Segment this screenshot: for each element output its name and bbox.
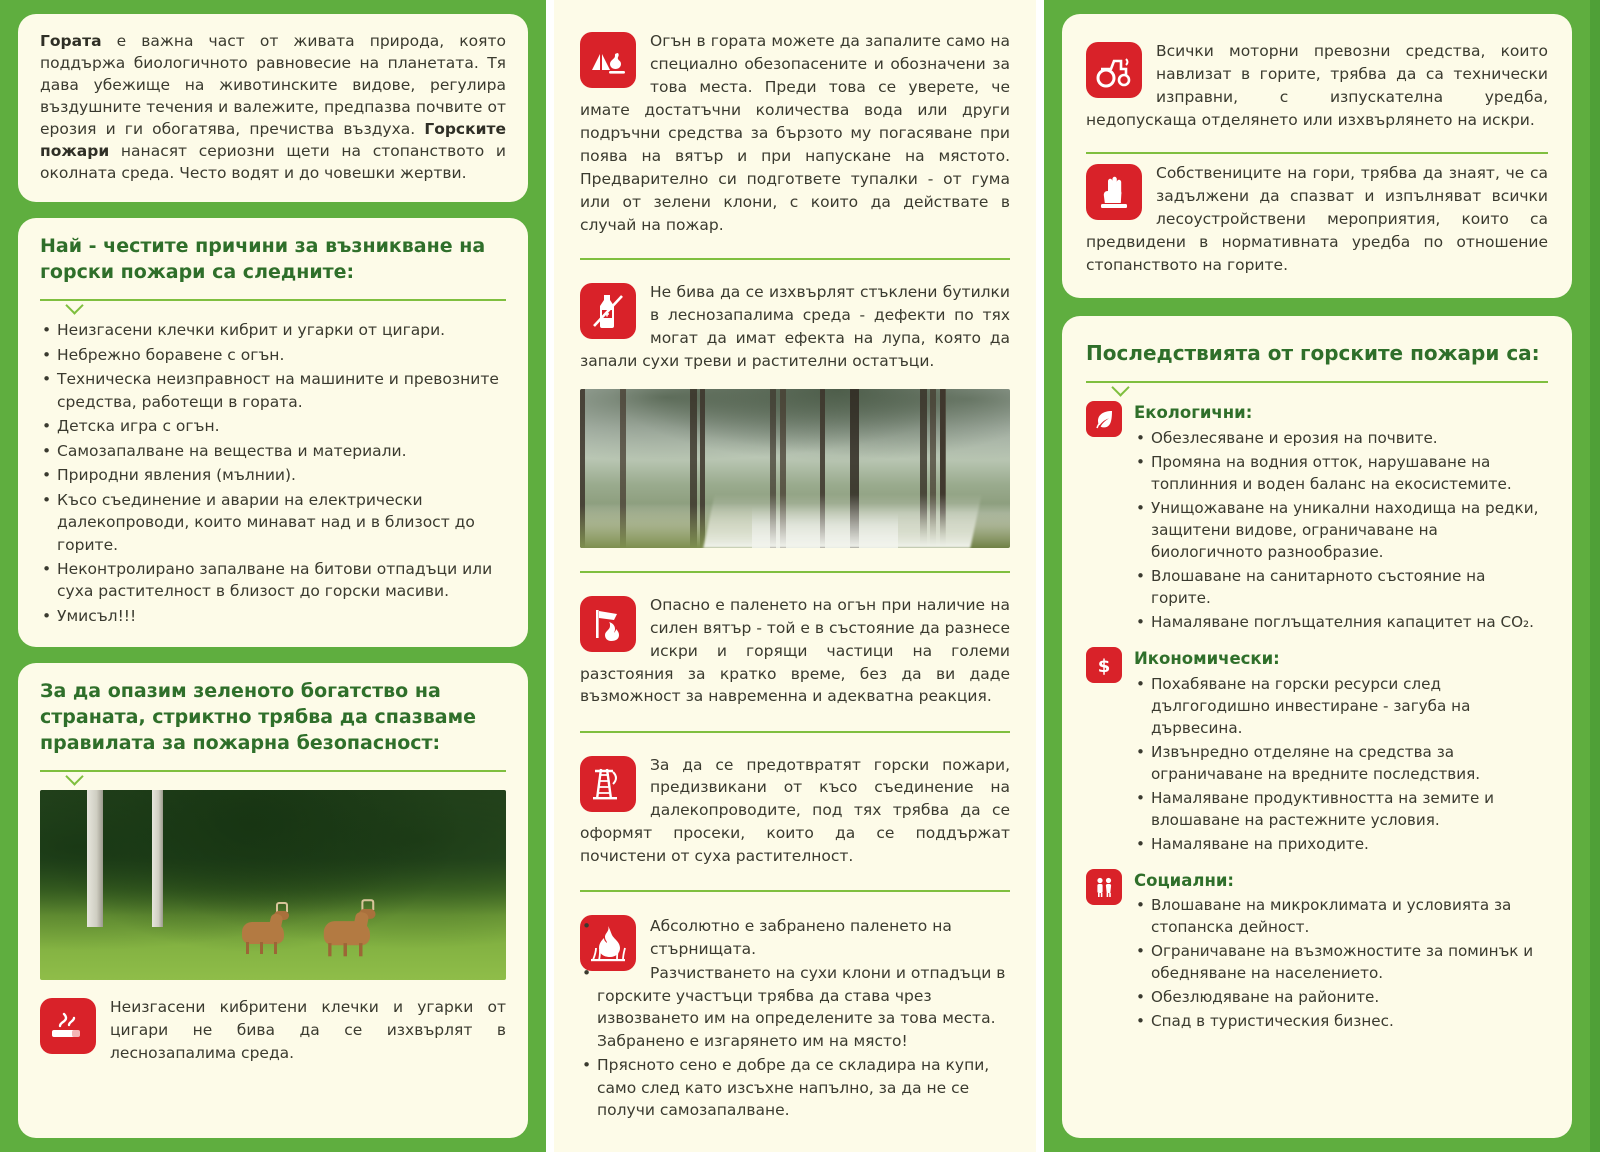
list-item: • Умисъл!!! [40, 605, 506, 627]
no-glass-bottle-icon [580, 283, 636, 339]
consequences-group-economic [1086, 647, 1548, 857]
list-item: • Влошаване на микроклимата и условията за стопанска дейност. [1134, 894, 1548, 938]
column-right [1044, 0, 1590, 1152]
deer-figure [317, 905, 379, 956]
tractor-block-text: Всички моторни превозни средства, които навлизат в горите, трябва да са технически изправни, с изпускателна уредба, недопускаща отделянето или изхвърлянето на искри. [1086, 42, 1548, 129]
owners-card [1062, 14, 1572, 298]
svg-text:$: $ [1097, 656, 1111, 678]
wind-block-text: Опасно е паленето на огън при наличие на силен вятър - той е в състояние да разнесе искри и горящи частици на големи разстояния за кратко време, без да ви даде възможност за навременна и адекватна реакция. [580, 595, 1010, 706]
hand-stop-book-icon [1086, 164, 1142, 220]
windsock-fire-icon [580, 596, 636, 652]
list-item: • Промяна на водния отток, нарушаване на топлинния и воден баланс на екосистемите. [1134, 451, 1548, 495]
list-item: • Прясното сено е добре да се складира на купи, само след като изсъхне напълно, за да не се получи самозапалване. [580, 1054, 1010, 1121]
campfire-tent-icon [580, 32, 636, 88]
panel-separator [1036, 0, 1044, 1152]
divider-line [580, 571, 1010, 573]
divider [40, 295, 506, 311]
stubble-bullets [580, 915, 1010, 1121]
consequences-group-ecological [1086, 401, 1548, 635]
column-left [0, 0, 546, 1152]
power-line-icon [580, 756, 636, 812]
list-item: • Влошаване на санитарното състояние на горите. [1134, 565, 1548, 609]
group-list [1134, 427, 1548, 633]
divider [40, 766, 506, 782]
causes-list [40, 319, 506, 627]
group-list [1134, 673, 1548, 855]
divider-line [580, 890, 1010, 892]
consequences-group-social [1086, 869, 1548, 1035]
people-icon [1086, 869, 1122, 905]
list-item: • Детска игра с огън. [40, 415, 506, 437]
list-item: • Самозапалване на вещества и материали. [40, 440, 506, 462]
list-item: • Абсолютно е забранено паленето на стърнищата. [580, 915, 1010, 960]
deer-forest-photo [40, 790, 506, 980]
campfire-block [580, 30, 1010, 235]
intro-text-1: е важна част от живата природа, която поддържа биологичното равновесие на планетата. Тя дава убежище на животинските видове, регулира въздушните течения и валежите, предпазва почвите от ерозия и ги обогатява, пречиства въздуха. [40, 32, 506, 138]
tractor-icon [1086, 42, 1142, 98]
column-middle [554, 0, 1036, 1152]
list-item: • Намаляване на приходите. [1134, 833, 1548, 855]
list-item: • Техническа неизправност на машините и превозните средства, работещи в гората. [40, 368, 506, 413]
divider-line [1086, 152, 1548, 154]
divider-line [580, 258, 1010, 260]
list-item: • Обезлесяване и ерозия на почвите. [1134, 427, 1548, 449]
list-item: • Намаляване продуктивността на земите и влошаване на растежните условия. [1134, 787, 1548, 831]
campfire-block-text: Огън в гората можете да запалите само на специално обезопасените и обозначени за това места. Преди това се уверете, че имате достатъчни количества вода или други подръчни средства за бързото му погасяване при поява на вятър и при напускане на мястото. Предварително си подгответе тупалки - от гума или от зелени клони, с които да действате в случай на пожар. [580, 32, 1010, 234]
leaf-icon [1086, 401, 1122, 437]
list-item: • Късо съединение и аварии на електрически далекопроводи, които минават над и в близост до горите. [40, 489, 506, 556]
group-title: Икономически: [1134, 649, 1280, 669]
list-item: • Обезлюдяване на районите. [1134, 986, 1548, 1008]
group-title: Екологични: [1134, 403, 1253, 423]
deer-figure [236, 908, 292, 954]
list-item: • Похабяване на горски ресурси след дългогодишно инвестиране - загуба на дървесина. [1134, 673, 1548, 739]
list-item: • Спад в туристическия бизнес. [1134, 1010, 1548, 1032]
list-item: • Природни явления (мълнии). [40, 464, 506, 486]
owners-block-text: Собствениците на гори, трябва да знаят, че са задължени да спазват и изпълняват всички лесоустройствени мероприятия, които са предвидени в нормативната уредба по отношение стопанството на горите. [1086, 163, 1548, 274]
list-item: • Извънредно отделяне на средства за ограничаване на вредните последствия. [1134, 741, 1548, 785]
group-list [1134, 894, 1548, 1032]
group-title: Социални: [1134, 870, 1235, 890]
cigarette-note [40, 996, 506, 1065]
list-item: • Намаляване поглъщателния капацитет на CO₂. [1134, 611, 1548, 633]
owners-block [1086, 162, 1548, 277]
list-item: • Ограничаване на възможностите за поминък и обедняване на населението. [1134, 940, 1548, 984]
list-item: • Небрежно боравене с огън. [40, 344, 506, 366]
consequences-card [1062, 316, 1572, 1138]
stubble-block [580, 913, 1010, 1122]
foggy-forest-photo [580, 389, 1010, 548]
rules-card [18, 663, 528, 1138]
bottle-block [580, 281, 1010, 372]
rules-heading: За да опазим зеленото богатство на страната, стриктно трябва да спазваме правилата за пожарна безопасност: [40, 680, 477, 754]
list-item: • Унищожаване на уникални находища на редки, защитени видове, ограничаване на биологичното разнообразие. [1134, 497, 1548, 563]
intro-lead-2: Горските пожари [40, 120, 506, 160]
powerline-block-text: За да се предотвратят горски пожари, предизвикани от късо съединение на далекопроводите, под тях трябва да се оформят просеки, които да се поддържат почистени от суха растителност. [580, 755, 1010, 866]
intro-card [18, 14, 528, 202]
list-item: • Разчистването на сухи клони и отпадъци в горските участъци трябва да става чрез извозването им на определените за това места. Забранено е изгарянето им на място! [580, 962, 1010, 1052]
bottle-block-text: Не бива да се изхвърлят стъклени бутилки в леснозапалима среда - дефекти по тях могат да имат ефекта на лупа, която да запали сухи треви и растителни остатъци. [580, 282, 1010, 370]
panel-separator [546, 0, 554, 1152]
causes-heading: Най - честите причини за възникване на горски пожари са следните: [40, 235, 486, 283]
intro-text-2: нанасят сериозни щети на стопанството и околната среда. Често водят и до човешки жертви. [40, 142, 506, 182]
cigarette-icon [40, 998, 96, 1054]
causes-card [18, 218, 528, 647]
list-item: • Неизгасени клечки кибрит и угарки от цигари. [40, 319, 506, 341]
list-item: • Неконтролирано запалване на битови отпадъци или суха растителност в близост до горски масиви. [40, 558, 506, 603]
powerline-block [580, 754, 1010, 868]
dollar-icon [1086, 647, 1122, 683]
divider-line [580, 731, 1010, 733]
divider [1086, 377, 1548, 393]
cigarette-note-text: Неизгасени кибритени клечки и угарки от цигари не бива да се изхвърлят в леснозапалима среда. [110, 998, 506, 1063]
tractor-block [1086, 40, 1548, 132]
consequences-heading: Последствията от горските пожари са: [1086, 341, 1540, 366]
intro-lead-1: Гората [40, 32, 102, 50]
wind-block [580, 594, 1010, 708]
